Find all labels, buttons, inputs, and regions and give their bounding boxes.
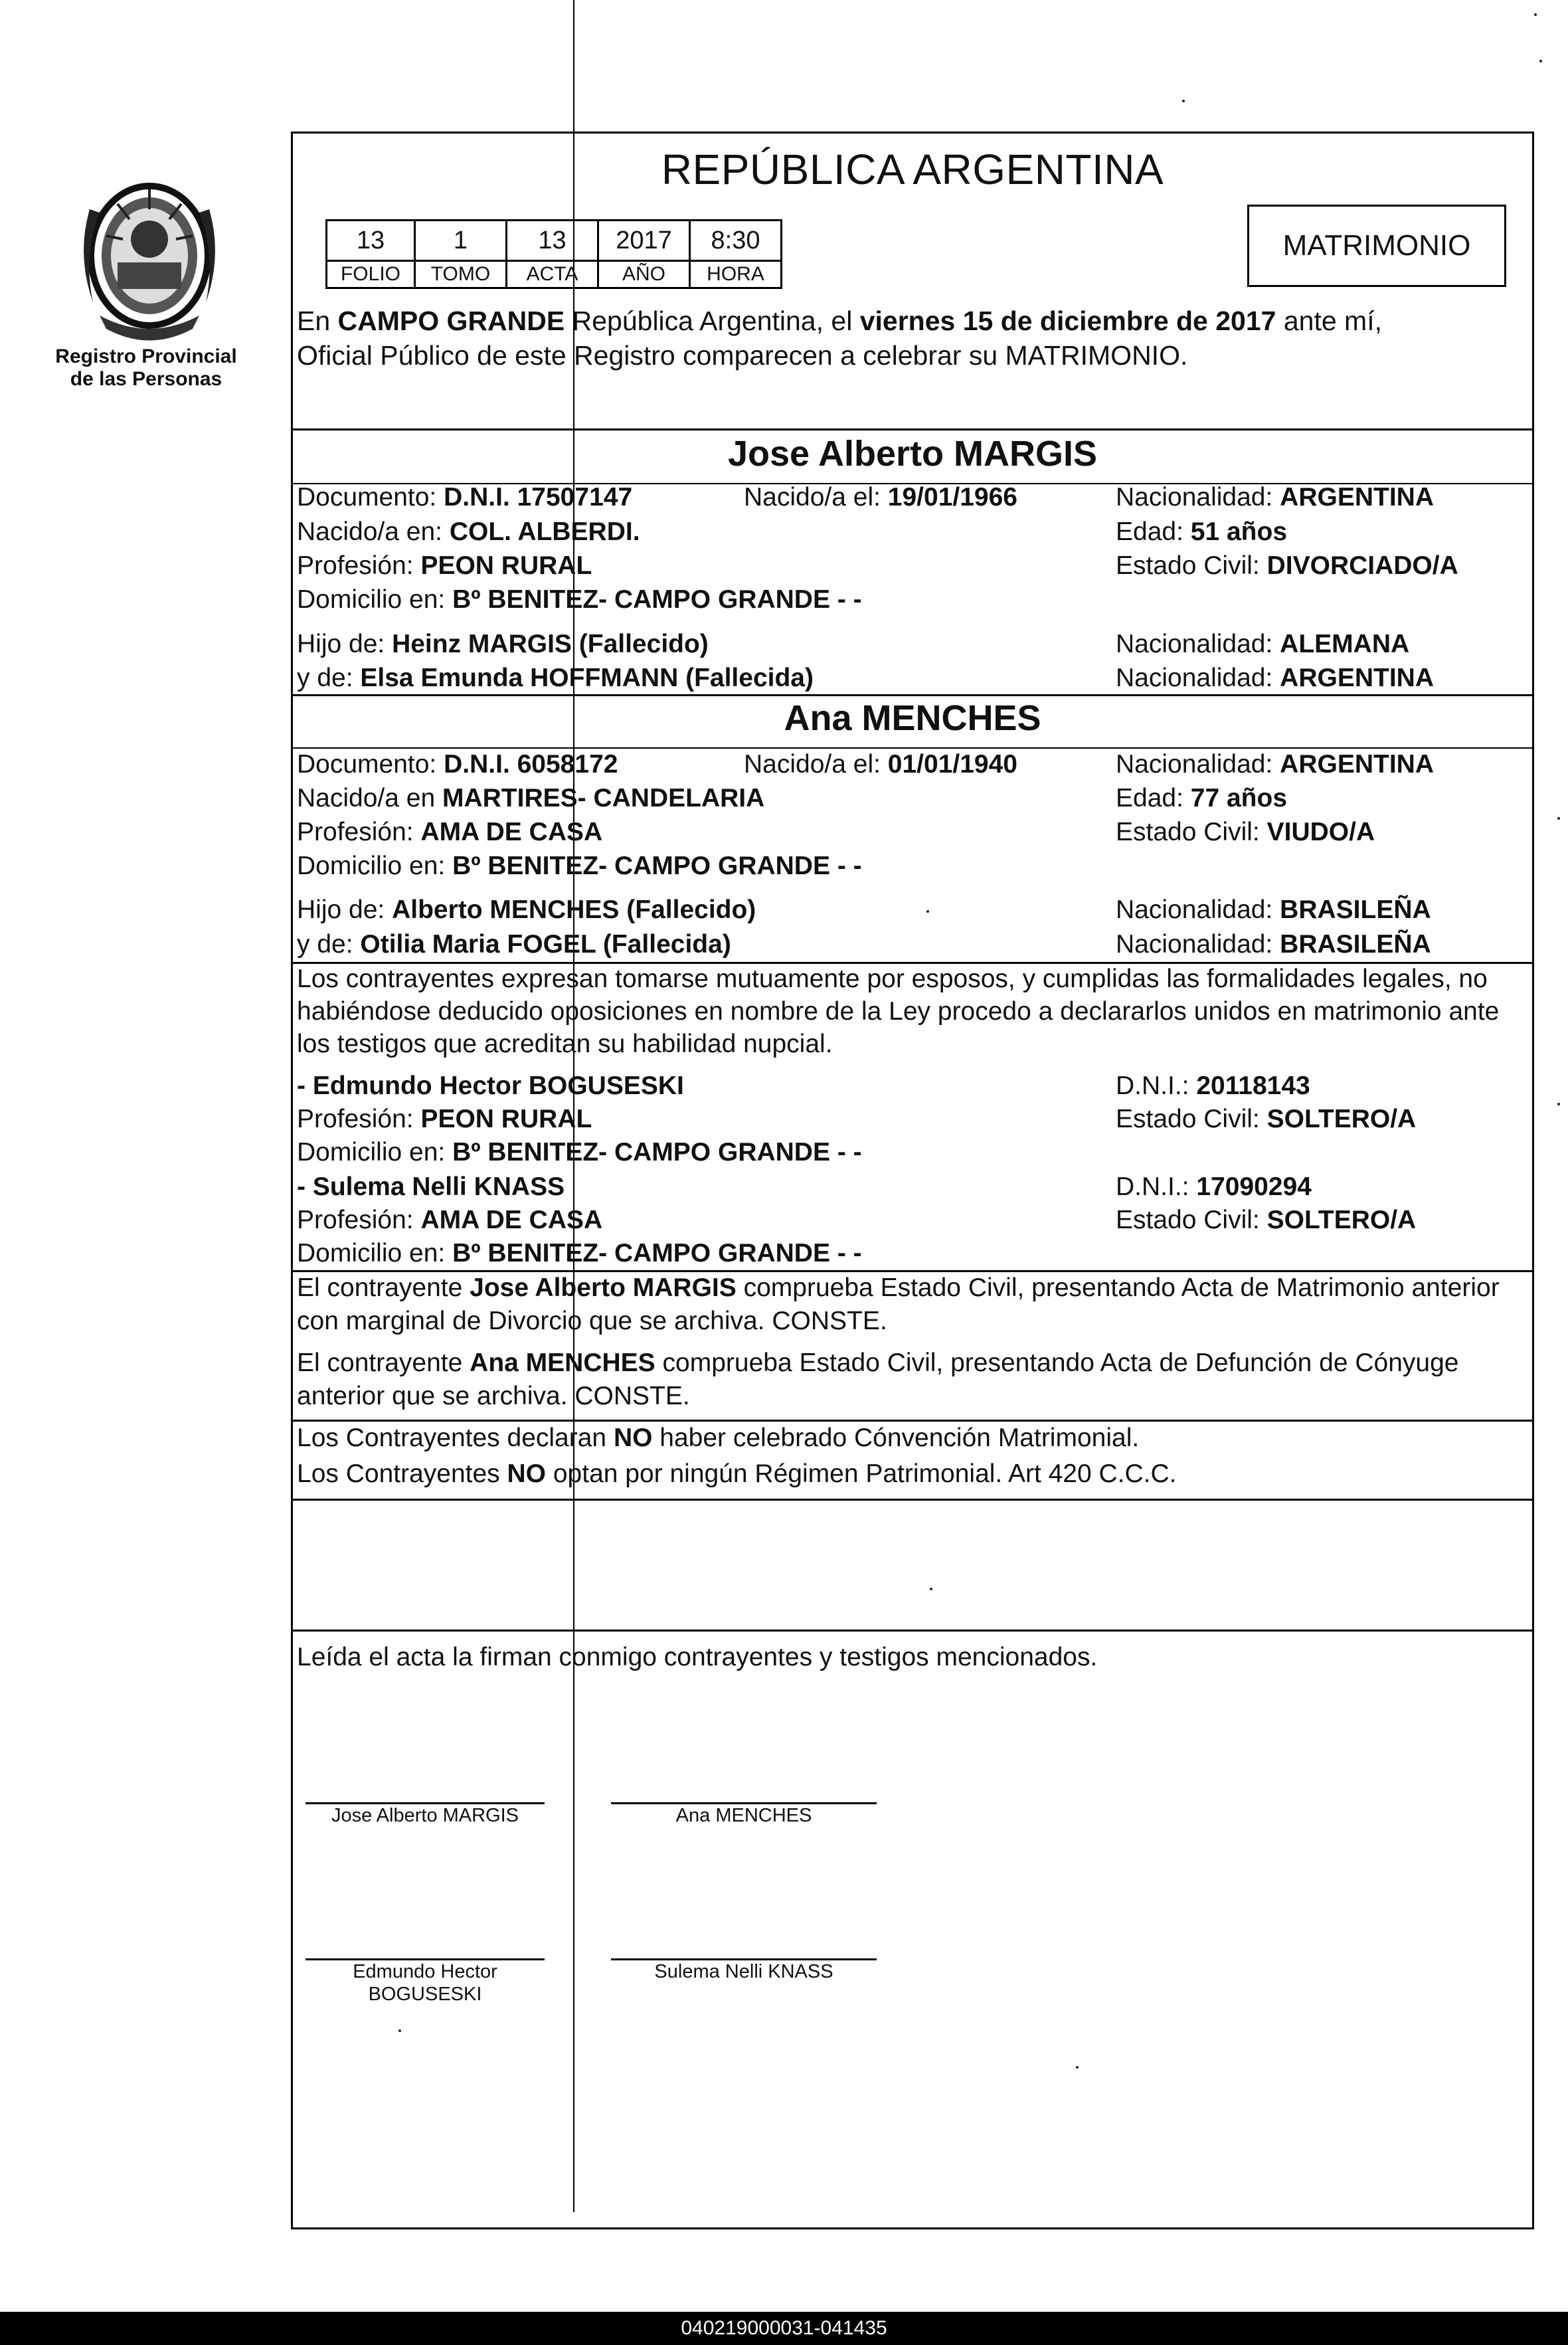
scan-speck xyxy=(1182,100,1185,102)
tomo-value: 1 xyxy=(415,221,507,261)
note1-line-1: El contrayente Jose Alberto MARGIS comprueba Estado Civil, presentando Acta de Matrimonio anterior xyxy=(297,1273,1500,1302)
acta-value: 13 xyxy=(507,221,598,261)
spouse2-age: Edad: 77 años xyxy=(1116,784,1288,812)
regime-line-2: Los Contrayentes NO optan por ningún Régimen Patrimonial. Art 420 C.C.C. xyxy=(297,1459,1177,1488)
scan-speck xyxy=(1076,2066,1079,2069)
signature-caption-witness2: Sulema Nelli KNASS xyxy=(654,1961,833,1982)
scan-speck xyxy=(930,1588,932,1590)
spouse1-birth-date: Nacido/a el: 19/01/1966 xyxy=(744,483,1017,512)
declaration-line-2: habiéndose deducido oposiciones en nombre de la Ley procedo a declararlos unidos en matrimonio ante xyxy=(297,997,1500,1026)
record-type: MATRIMONIO xyxy=(1282,229,1471,262)
signature-caption-spouse1: Jose Alberto MARGIS xyxy=(331,1805,519,1826)
country-title: REPÚBLICA ARGENTINA xyxy=(661,145,1164,193)
divider xyxy=(291,694,1534,696)
witness1-address: Domicilio en: Bº BENITEZ- CAMPO GRANDE - - xyxy=(297,1138,862,1167)
spouse1-mother: y de: Elsa Emunda HOFFMANN (Fallecida) xyxy=(297,664,814,692)
spouse1-name-heading: Jose Alberto MARGIS xyxy=(727,434,1098,474)
spouse2-civil-status: Estado Civil: VIUDO/A xyxy=(1116,818,1375,846)
spouse1-document: Documento: D.N.I. 17507147 xyxy=(297,483,633,512)
spouse2-address: Domicilio en: Bº BENITEZ- CAMPO GRANDE - - xyxy=(297,852,862,880)
spouse2-nationality: Nacionalidad: ARGENTINA xyxy=(1116,750,1435,779)
scan-speck xyxy=(1539,60,1542,62)
witness1-dni: D.N.I.: 20118143 xyxy=(1116,1072,1310,1100)
divider xyxy=(291,428,1534,430)
spouse2-father-nationality: Nacionalidad: BRASILEÑA xyxy=(1116,895,1431,924)
spouse1-address: Domicilio en: Bº BENITEZ- CAMPO GRANDE - - xyxy=(297,585,862,614)
witness2-name: - Sulema Nelli KNASS xyxy=(297,1172,565,1201)
spouse1-birth-place: Nacido/a en: COL. ALBERDI. xyxy=(297,517,640,546)
spouse2-name-heading: Ana MENCHES xyxy=(784,698,1041,738)
document-code-bar xyxy=(0,2312,1568,2345)
intro-line-1: En CAMPO GRANDE República Argentina, el viernes 15 de diciembre de 2017 ante mí, xyxy=(297,306,1382,336)
registry-reference-table xyxy=(325,219,782,289)
registry-caption-line1: Registro Provincial xyxy=(55,345,237,367)
note2-line-2: anterior que se archiva. CONSTE. xyxy=(297,1382,690,1410)
witness2-profession: Profesión: AMA DE CASA xyxy=(297,1206,603,1234)
document-code: 040219000031-041435 xyxy=(681,2317,887,2339)
note2-line-1: El contrayente Ana MENCHES comprueba Estado Civil, presentando Acta de Defunción de Cónyuge xyxy=(297,1349,1459,1377)
scan-speck xyxy=(1557,1103,1560,1105)
scan-speck xyxy=(1534,13,1537,16)
scan-speck xyxy=(1557,817,1560,820)
note1-line-2: con marginal de Divorcio que se archiva. CONSTE. xyxy=(297,1307,887,1335)
declaration-line-1: Los contrayentes expresan tomarse mutuamente por esposos, y cumplidas las formalidades legales, no xyxy=(297,965,1488,993)
spouse2-profession: Profesión: AMA DE CASA xyxy=(297,818,603,846)
year-label: AÑO xyxy=(598,261,690,288)
witness2-civil-status: Estado Civil: SOLTERO/A xyxy=(1116,1206,1417,1234)
spouse1-father: Hijo de: Heinz MARGIS (Fallecido) xyxy=(297,630,709,658)
divider xyxy=(291,1499,1534,1501)
intro-line-2: Oficial Público de este Registro comparecen a celebrar su MATRIMONIO. xyxy=(297,340,1188,371)
spouse2-document: Documento: D.N.I. 6058172 xyxy=(297,750,618,779)
signature-caption-witness1-line2: BOGUSESKI xyxy=(368,1984,482,2005)
witness1-name: - Edmundo Hector BOGUSESKI xyxy=(297,1072,684,1100)
spouse2-birth-place: Nacido/a en MARTIRES- CANDELARIA xyxy=(297,784,765,812)
witness2-address: Domicilio en: Bº BENITEZ- CAMPO GRANDE - - xyxy=(297,1239,862,1267)
divider xyxy=(291,1630,1534,1632)
spouse2-birth-date: Nacido/a el: 01/01/1940 xyxy=(744,750,1017,779)
spouse1-mother-nationality: Nacionalidad: ARGENTINA xyxy=(1116,664,1435,692)
spouse1-profession: Profesión: PEON RURAL xyxy=(297,551,592,580)
spouse2-mother: y de: Otilia Maria FOGEL (Fallecida) xyxy=(297,930,731,959)
acta-label: ACTA xyxy=(507,261,598,288)
folio-value: 13 xyxy=(327,221,415,261)
witness2-dni: D.N.I.: 17090294 xyxy=(1116,1172,1312,1201)
registry-caption-line2: de las Personas xyxy=(70,368,222,390)
scan-speck xyxy=(398,2029,401,2032)
regime-line-1: Los Contrayentes declaran NO haber celebrado Cónvención Matrimonial. xyxy=(297,1424,1140,1452)
year-value: 2017 xyxy=(598,221,690,261)
hour-label: HORA xyxy=(690,261,782,288)
signature-caption-spouse2: Ana MENCHES xyxy=(675,1805,812,1826)
spouse1-father-nationality: Nacionalidad: ALEMANA xyxy=(1116,630,1410,658)
witness1-civil-status: Estado Civil: SOLTERO/A xyxy=(1116,1105,1417,1133)
witness1-profession: Profesión: PEON RURAL xyxy=(297,1105,592,1133)
folio-label: FOLIO xyxy=(327,261,415,288)
signature-caption-witness1-line1: Edmundo Hector xyxy=(353,1961,497,1982)
scan-speck xyxy=(926,910,929,913)
hour-value: 8:30 xyxy=(690,221,782,261)
spouse2-father: Hijo de: Alberto MENCHES (Fallecido) xyxy=(297,895,756,924)
spouse1-civil-status: Estado Civil: DIVORCIADO/A xyxy=(1116,551,1458,580)
spouse2-mother-nationality: Nacionalidad: BRASILEÑA xyxy=(1116,930,1431,959)
spouse1-age: Edad: 51 años xyxy=(1116,517,1288,546)
declaration-line-3: los testigos que acreditan su habilidad nupcial. xyxy=(297,1030,833,1058)
provincial-seal-icon xyxy=(63,163,236,342)
tomo-label: TOMO xyxy=(415,261,507,288)
closing-statement: Leída el acta la firman conmigo contrayentes y testigos mencionados. xyxy=(297,1643,1098,1671)
record-type-box xyxy=(1247,205,1506,287)
spouse1-nationality: Nacionalidad: ARGENTINA xyxy=(1116,483,1435,512)
